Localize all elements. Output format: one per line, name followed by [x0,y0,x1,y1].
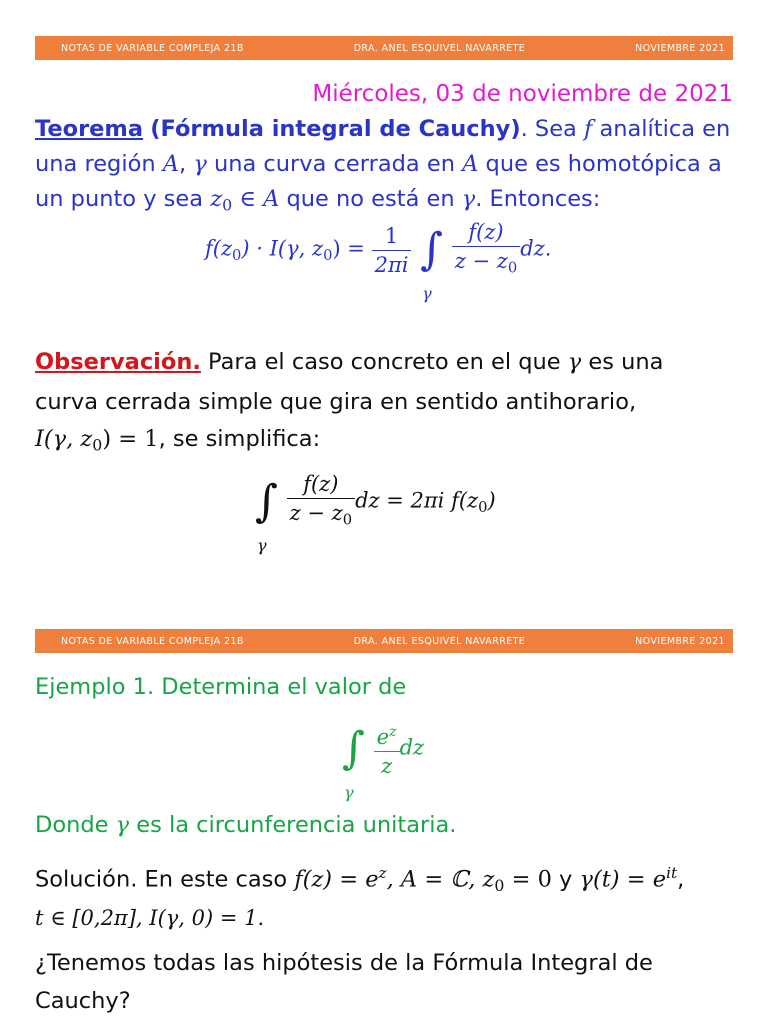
theorem-text: analítica en [592,116,731,142]
frac-den [287,499,355,534]
theorem-text: . Entonces: [475,186,601,212]
fraction-1-over-2pii [372,222,412,279]
math-A: A [162,151,180,177]
question-line-1: ¿Tenemos todas las hipótesis de la Fórmula Integral de [35,950,653,976]
math-sub: 0 [323,247,333,265]
formula-part: dz. [520,236,552,261]
int-symbol: ∫ [420,224,444,276]
math-A: A [462,151,479,177]
formula-part: f(z [205,236,233,261]
observation-line-3 [35,421,735,464]
math-sub: 0 [232,247,242,265]
example-text: es la circunferencia unitaria. [129,812,457,838]
formula-part: dz [399,735,425,760]
observation-line-2: curva cerrada simple que gira en sentido antihorario, [35,389,637,415]
math-z: z [210,186,223,212]
math-f: f [583,116,593,142]
formula-part: z − z [289,501,343,525]
math-sub: 0 [342,511,353,529]
example-text: Donde [35,812,116,838]
theorem-text: que no está en [279,186,462,212]
math-sub: 0 [507,259,518,277]
math-sup: z [389,724,397,740]
math-gamma: γ [567,349,582,375]
theorem-line-2 [35,146,735,182]
header-course: NOTAS DE VARIABLE COMPLEJA 21B [61,635,244,647]
frac-num: f(z) [287,470,355,499]
math-sub: 0 [92,435,103,455]
math-part: f(z) = e [294,866,379,893]
fraction-fz-over-z-z0 [287,470,355,534]
int-symbol: ∫ [255,476,278,528]
formula-part: z − z [454,249,508,273]
formula-part: ) · I(γ, z [241,236,324,261]
math-gamma: γ [115,812,130,838]
solution-text: Solución. En este caso [35,866,295,893]
date-line: Miércoles, 03 de noviembre de 2021 [312,81,733,107]
math-eq: ) = 1 [102,426,159,452]
frac-num: f(z) [452,218,520,247]
math-A: A [263,186,280,212]
math-sup: it [666,864,678,882]
math-sub: 0 [478,499,488,517]
theorem-name: (Fórmula integral de Cauchy) [150,116,521,142]
example-title: Ejemplo 1. Determina el valor de [35,674,407,700]
cauchy-formula [205,218,552,304]
header-date: NOVIEMBRE 2021 [635,42,725,54]
solution-line-1 [35,855,735,904]
math-index: I(γ, z [35,426,93,452]
page-header [35,36,733,60]
example-integral [340,718,425,802]
header-author: DRA. ANEL ESQUIVEL NAVARRETE [353,635,526,647]
integral-sign [255,476,278,556]
example-where [35,807,735,843]
fraction-ez-over-z [374,718,400,780]
formula-part: dz = 2πi f(z [355,488,479,513]
int-symbol: ∫ [342,722,365,774]
math-sub: 0 [222,195,233,215]
fraction-fz-over-z-z0 [452,218,520,282]
theorem-text: una región [35,151,163,177]
theorem-text: . Sea [520,116,584,142]
math-part: = 0 [504,866,552,893]
frac-num [374,718,400,752]
theorem-text: una curva cerrada en [206,151,463,177]
frac-den [452,247,520,282]
formula-part: ) [487,488,496,513]
observation-text: Para el caso concreto en el que [200,349,568,375]
frac-num: 1 [372,222,412,251]
int-sub: γ [257,536,267,556]
theorem-label: Teorema [35,116,144,142]
header-date: NOVIEMBRE 2021 [635,635,725,647]
question-line-2: Cauchy? [35,988,131,1014]
solution-line-2: t ∈ [0,2π], I(γ, 0) = 1. [35,906,265,930]
frac-den: z [381,753,393,778]
math-part: , A = ℂ, z [386,866,495,893]
frac-den: 2πi [374,252,409,277]
integral-sign [342,722,365,802]
observation-line-1 [35,344,735,380]
simplified-formula [253,470,496,556]
math-gamma: γ [193,151,207,177]
solution-text: y [551,866,580,893]
theorem-line-1 [35,111,735,147]
formula-part: ) = [332,236,365,261]
math-sub: 0 [494,876,505,896]
math-part: γ(t) = e [579,866,667,893]
observation-label: Observación. [35,349,201,375]
formula-part: e [376,724,390,749]
observation-text: es una [581,349,664,375]
math-in: ∈ [232,186,264,212]
theorem-text: un punto y sea [35,186,211,212]
integral-sign [420,224,444,304]
observation-text: , se simplifica: [158,426,321,452]
header-author: DRA. ANEL ESQUIVEL NAVARRETE [353,42,526,54]
int-sub: γ [422,284,432,304]
page-header-2 [35,629,733,653]
math-sup: z [378,864,387,882]
solution-text: , [677,866,685,893]
int-sub: γ [344,782,354,802]
header-course: NOTAS DE VARIABLE COMPLEJA 21B [61,42,244,54]
theorem-text: que es homotópica a [478,151,722,177]
math-gamma: γ [461,186,476,212]
theorem-text: , [179,151,194,177]
